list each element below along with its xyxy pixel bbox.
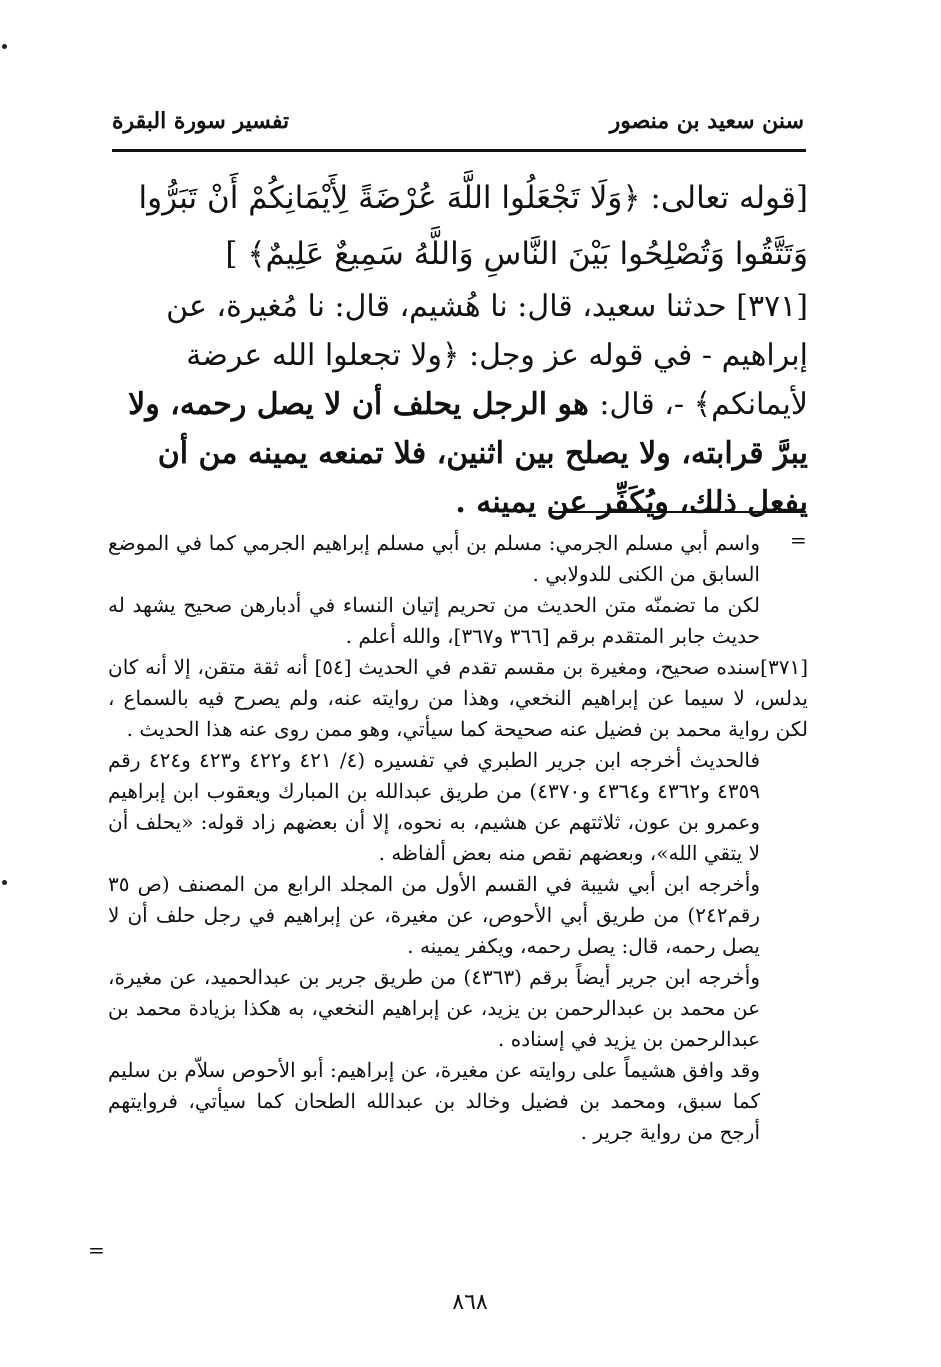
header-rule bbox=[112, 149, 806, 152]
continuation-mark: = bbox=[790, 528, 807, 552]
footnote-line: لكن ما تضمنّه متن الحديث من تحريم إتيان النساء في أدبارهن صحيح يشهد له حديث جابر المتقدم برقم [٣٦٦ و٣٦٧]، والله أعلم . bbox=[108, 593, 760, 648]
footnote-line: وقد وافق هشيماً على روايته عن مغيرة، عن إبراهيم: أبو الأحوص سلاّم بن سليم كما سبق، ومحمد بن فضيل وخالد بن عبدالله الطحان كما سيأتي، فروايتهم أرجح من رواية جرير . bbox=[108, 1058, 760, 1144]
chapter-title: تفسير سورة البقرة bbox=[112, 108, 290, 134]
hadith-chain: حدثنا سعيد، قال: نا هُشيم، قال: نا مُغيرة، عن إبراهيم - في قوله عز وجل: ﴿ولا تجعلوا الله عرضة لأيمانكم﴾ -، قال: bbox=[166, 289, 808, 422]
page-number: ٨٦٨ bbox=[452, 1290, 488, 1315]
footnote-line: واسم أبي مسلم الجرمي: مسلم بن أبي مسلم إبراهيم الجرمي كما في الموضع السابق من الكنى للدولابي . bbox=[108, 531, 760, 586]
hadith-number: [٣٧١] bbox=[726, 289, 808, 324]
verse-text: ﴿وَلَا تَجْعَلُوا اللَّهَ عُرْضَةً لِأَيْمَانِكُمْ أَنْ تَبَرُّوا وَتَتَّقُوا وَتُصْلِحُوا بَيْنَ النَّاسِ وَاللَّهُ سَمِيعٌ عَلِيمٌ﴾ bbox=[138, 180, 808, 272]
margin-dot bbox=[2, 44, 7, 49]
footnote-line: وأخرجه ابن أبي شيبة في القسم الأول من المجلد الرابع من المصنف (ص ٣٥ رقم٢٤٢) من طريق أبي الأحوص، عن مغيرة، عن إبراهيم في رجل حلف أن لا يصل رحمه، قال: يصل رحمه، ويكفر يمينه . bbox=[108, 872, 760, 958]
hadith-body: هو الرجل يحلف أن لا يصل رحمه، ولا يبرَّ قرابته، ولا يصلح بين اثنين، فلا تمنعه يمينه من أن يفعل ذلك، ويُكَفِّر عن يمينه . bbox=[128, 387, 808, 520]
margin-dot bbox=[2, 880, 7, 885]
verse-close: ] bbox=[225, 236, 248, 272]
hadith-text bbox=[108, 282, 808, 527]
quran-verse bbox=[108, 170, 808, 282]
footnote-line: وأخرجه ابن جرير أيضاً برقم (٤٣٦٣) من طريق جرير بن عبدالحميد، عن مغيرة، عن محمد بن عبدالرحمن بن يزيد، عن إبراهيم النخعي، به هكذا بزيادة محمد بن عبدالرحمن بن يزيد في إسناده . bbox=[108, 965, 760, 1051]
footnote-line: فالحديث أخرجه ابن جرير الطبري في تفسيره (٤/ ٤٢١ و٤٢٢ و٤٢٣ و٤٢٤ رقم ٤٣٥٩ و٤٣٦٢ و٤٣٦٤ و٤٣٧٠) من طريق عبدالله بن المبارك ويعقوب ابن إبراهيم وعمرو بن عون، ثلاثتهم عن هشيم، به نحوه، إلا أن بعضهم زاد قوله: «يحلف أن لا يتقي الله»، وبعضهم نقص منه بعض ألفاظه . bbox=[108, 748, 761, 865]
verse-intro: [قوله تعالى: bbox=[640, 180, 808, 216]
book-title: سنن سعيد بن منصور bbox=[609, 108, 804, 134]
footnote-line: [٣٧١]سنده صحيح، ومغيرة بن مقسم تقدم في الحديث [٥٤] أنه ثقة متقن، إلا أنه كان يدلس، لا سيما عن إبراهيم النخعي، وهذا من روايته عنه، ولم يصرح فيه بالسماع ، لكن رواية محمد بن فضيل عنه صحيحة كما سيأتي، وهو ممن روى عنه هذا الحديث . bbox=[108, 655, 808, 741]
footnotes bbox=[108, 528, 808, 1148]
footnote-separator bbox=[552, 511, 806, 513]
continuation-mark-end: = bbox=[88, 1238, 105, 1262]
running-header bbox=[112, 108, 804, 144]
